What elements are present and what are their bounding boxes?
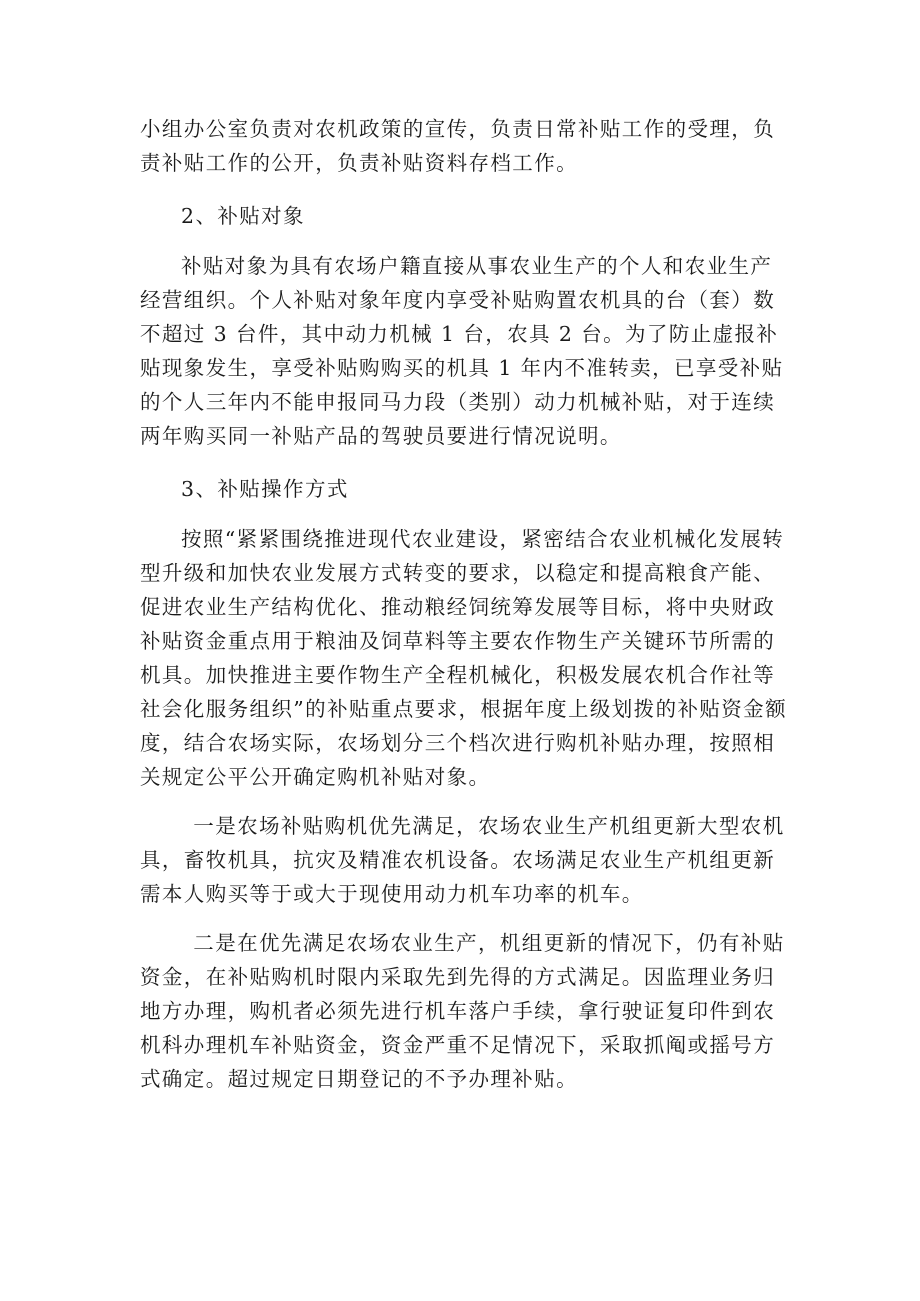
- paragraph-tier-one: 一是农场补贴购机优先满足，农场农业生产机组更新大型农机具，畜牧机具，抗灾及精准农机设备。农场满足农业生产机组更新需本人购买等于或大于现使用动力机车功率的机车。: [140, 814, 785, 906]
- document-page: [140, 112, 790, 1096]
- paragraph-intro: 小组办公室负责对农机政策的宣传，负责日常补贴工作的受理，负责补贴工作的公开，负责补贴资料存档工作。: [140, 117, 776, 175]
- paragraph-tier-two: 二是在优先满足农场农业生产，机组更新的情况下，仍有补贴资金，在补贴购机时限内采取先到先得的方式满足。因监理业务归地方办理，购机者必须先进行机车落户手续，拿行驶证复印件到农机科办理机车补贴资金，资金严重不足情况下，采取抓阄或摇号方式确定。超过规定日期登记的不予办理补贴。: [140, 931, 785, 1091]
- heading-subsidy-method: 3、补贴操作方式: [181, 477, 349, 501]
- paragraph-subsidy-method: 按照“紧紧围绕推进现代农业建设，紧密结合农业机械化发展转型升级和加快农业发展方式转变的要求，以稳定和提高粮食产能、促进农业生产结构优化、推动粮经饲统筹发展等目标，将中央财政补贴资金重点用于粮油及饲草料等主要农作物生产关键环节所需的机具。加快推进主要作物生产全程机械化，积极发展农机合作社等社会化服务组织”的补贴重点要求，根据年度上级划拨的补贴资金额度，结合农场实际，农场划分三个档次进行购机补贴办理，按照相关规定公平公开确定购机补贴对象。: [140, 527, 787, 789]
- paragraph-subsidy-target: 补贴对象为具有农场户籍直接从事农业生产的个人和农业生产经营组织。个人补贴对象年度内享受补贴购置农机具的台（套）数不超过 3 台件，其中动力机械 1 台，农具 2 台。为了防止虚报补贴现象发生，享受补贴购购买的机具 1 年内不准转卖，已享受补贴的个人三年内不能申报同马力段（类别）动力机械补贴，对于连续两年购买同一补贴产品的驾驶员要进行情况说明。: [140, 254, 784, 448]
- heading-subsidy-target: 2、补贴对象: [181, 204, 305, 228]
